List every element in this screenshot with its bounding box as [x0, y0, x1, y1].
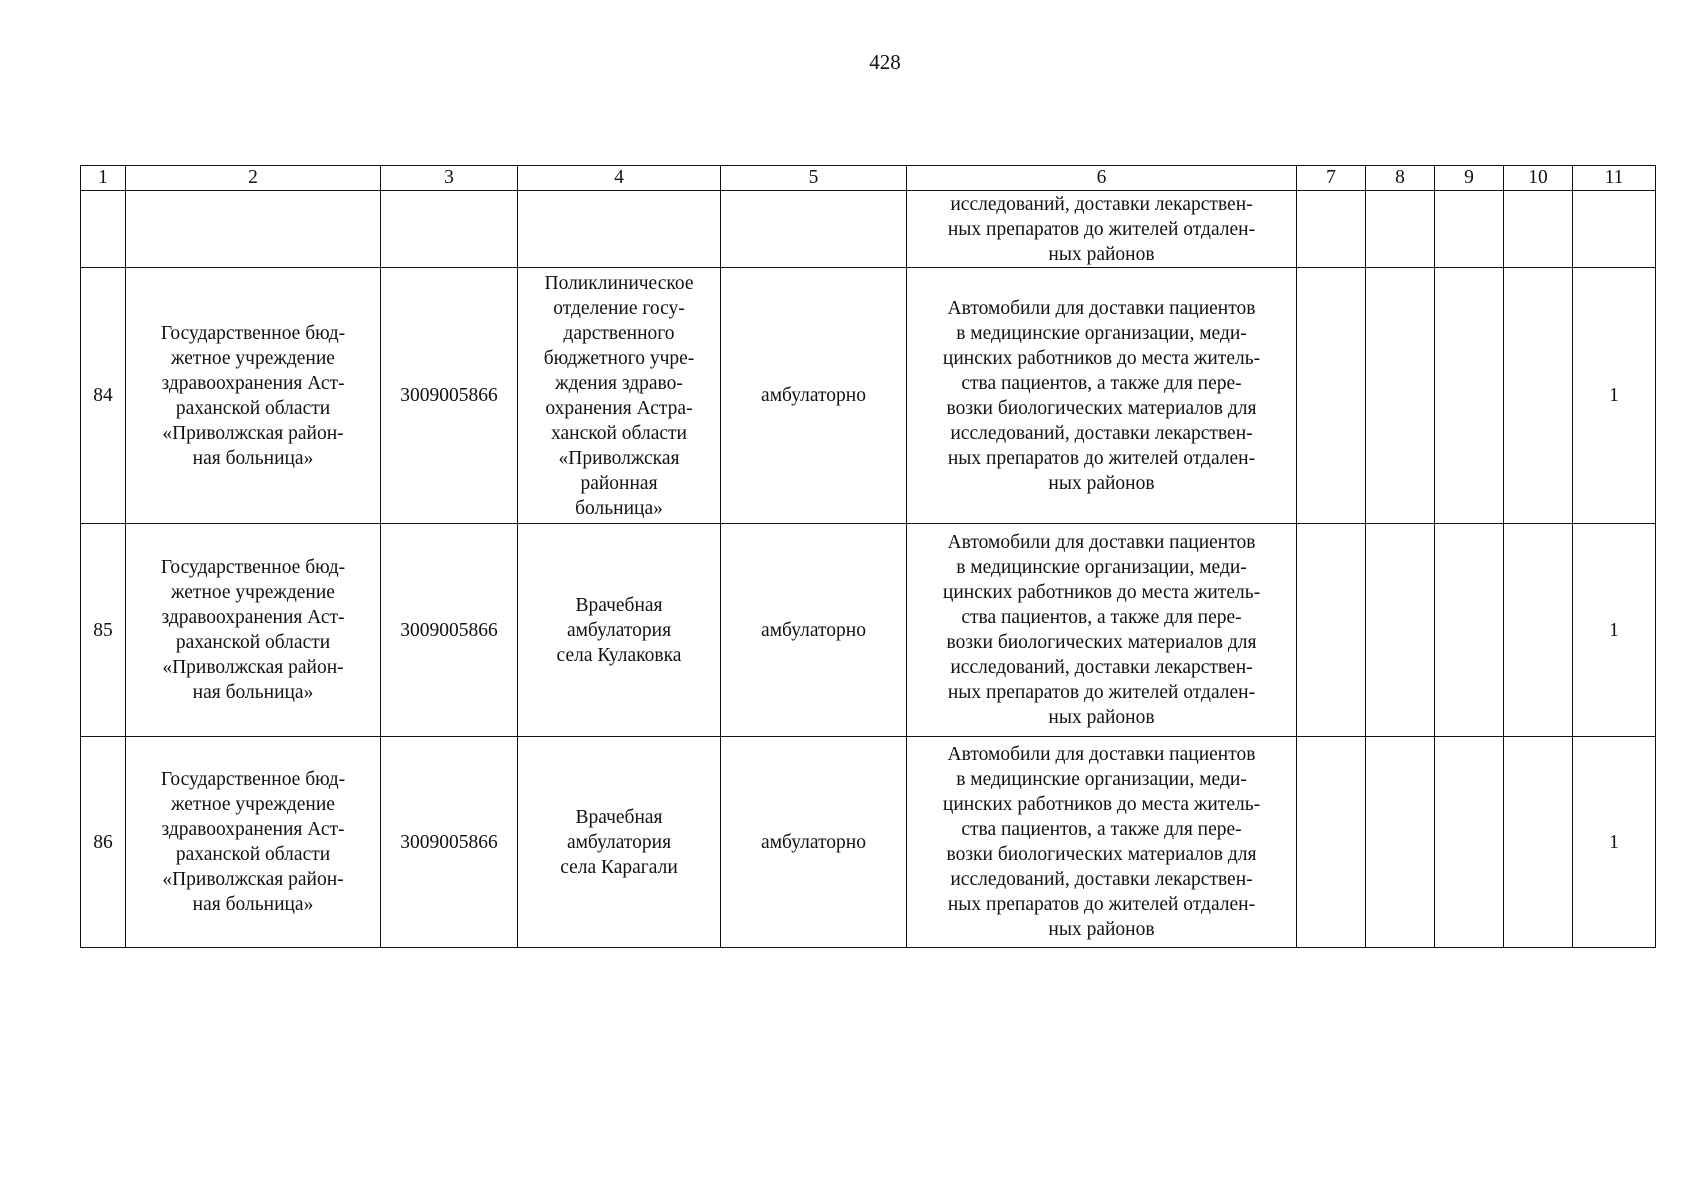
column-header-row [81, 166, 1656, 191]
column-header: 7 [1297, 166, 1366, 191]
column-header: 5 [721, 166, 907, 191]
col7-cell [1297, 737, 1366, 948]
empty-cell [721, 191, 907, 268]
empty-cell [1435, 191, 1504, 268]
col10-cell [1504, 737, 1573, 948]
empty-cell [81, 191, 126, 268]
care-type-cell: амбулаторно [721, 737, 907, 948]
col8-cell [1366, 268, 1435, 524]
table-row [81, 524, 1656, 737]
empty-cell [381, 191, 518, 268]
continued-row [81, 191, 1656, 268]
inn-cell: 3009005866 [381, 524, 518, 737]
col10-cell [1504, 524, 1573, 737]
empty-cell [126, 191, 381, 268]
col11-cell: 1 [1573, 737, 1656, 948]
col10-cell [1504, 268, 1573, 524]
organization-cell: Государственное бюд- жетное учреждение здравоохранения Аст- раханской области «Приволжская район- ная больница» [126, 268, 381, 524]
subdivision-cell: Врачебная амбулатория села Кулаковка [518, 524, 721, 737]
page-number: 428 [869, 50, 901, 74]
purpose-cell: Автомобили для доставки пациентов в медицинские организации, меди- цинских работников до места житель- ства пациентов, а также для пере- возки биологических материалов для исследований, доставки лекарствен- ных препаратов до жителей отдален- ных районов [907, 524, 1297, 737]
column-header: 10 [1504, 166, 1573, 191]
column-header: 4 [518, 166, 721, 191]
column-header: 2 [126, 166, 381, 191]
column-header: 9 [1435, 166, 1504, 191]
empty-cell [518, 191, 721, 268]
purpose-cell: исследований, доставки лекарствен- ных препаратов до жителей отдален- ных районов [907, 191, 1297, 268]
col7-cell [1297, 268, 1366, 524]
table-row [81, 268, 1656, 524]
col11-cell: 1 [1573, 524, 1656, 737]
care-type-cell: амбулаторно [721, 524, 907, 737]
col11-cell: 1 [1573, 268, 1656, 524]
column-header: 1 [81, 166, 126, 191]
subdivision-cell: Врачебная амбулатория села Карагали [518, 737, 721, 948]
empty-cell [1297, 191, 1366, 268]
empty-cell [1504, 191, 1573, 268]
subdivision-cell: Поликлиническое отделение госу- дарственного бюджетного учре- ждения здраво- охранения Астра- ханской области «Приволжская районная больница» [518, 268, 721, 524]
column-header: 3 [381, 166, 518, 191]
col9-cell [1435, 268, 1504, 524]
inn-cell: 3009005866 [381, 737, 518, 948]
empty-cell [1366, 191, 1435, 268]
empty-cell [1573, 191, 1656, 268]
organization-cell: Государственное бюд- жетное учреждение здравоохранения Аст- раханской области «Приволжская район- ная больница» [126, 524, 381, 737]
col9-cell [1435, 737, 1504, 948]
column-header: 8 [1366, 166, 1435, 191]
purpose-cell: Автомобили для доставки пациентов в медицинские организации, меди- цинских работников до места житель- ства пациентов, а также для пере- возки биологических материалов для исследований, доставки лекарствен- ных препаратов до жителей отдален- ных районов [907, 268, 1297, 524]
column-header: 6 [907, 166, 1297, 191]
data-table [80, 165, 1656, 948]
inn-cell: 3009005866 [381, 268, 518, 524]
col8-cell [1366, 737, 1435, 948]
purpose-cell: Автомобили для доставки пациентов в медицинские организации, меди- цинских работников до места житель- ства пациентов, а также для пере- возки биологических материалов для исследований, доставки лекарствен- ных препаратов до жителей отдален- ных районов [907, 737, 1297, 948]
col8-cell [1366, 524, 1435, 737]
table-row [81, 737, 1656, 948]
care-type-cell: амбулаторно [721, 268, 907, 524]
col9-cell [1435, 524, 1504, 737]
organization-cell: Государственное бюд- жетное учреждение здравоохранения Аст- раханской области «Приволжская район- ная больница» [126, 737, 381, 948]
row-number: 85 [81, 524, 126, 737]
col7-cell [1297, 524, 1366, 737]
column-header: 11 [1573, 166, 1656, 191]
row-number: 84 [81, 268, 126, 524]
row-number: 86 [81, 737, 126, 948]
